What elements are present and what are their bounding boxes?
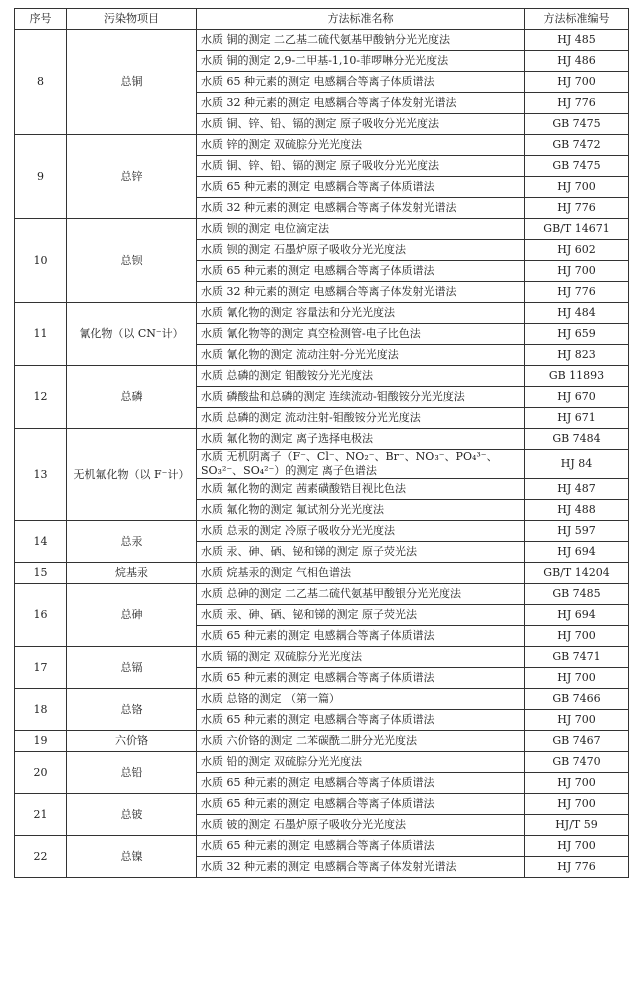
table-row xyxy=(15,219,629,240)
table-body xyxy=(15,30,629,878)
method-code-cell: HJ 700 xyxy=(525,626,629,647)
method-code-cell: GB 7475 xyxy=(525,114,629,135)
method-code-cell: HJ 484 xyxy=(525,303,629,324)
header-pollutant-item: 污染物项目 xyxy=(67,9,197,30)
method-name-cell: 水质 32 种元素的测定 电感耦合等离子体发射光谱法 xyxy=(197,857,525,878)
serial-number-cell: 18 xyxy=(15,689,67,731)
pollutant-item-cell: 总镍 xyxy=(67,836,197,878)
table-row xyxy=(15,647,629,668)
serial-number-cell: 14 xyxy=(15,521,67,563)
method-code-cell: GB 7471 xyxy=(525,647,629,668)
method-code-cell: HJ 671 xyxy=(525,408,629,429)
method-code-cell: HJ 776 xyxy=(525,93,629,114)
method-code-cell: HJ 487 xyxy=(525,479,629,500)
pollutant-item-cell: 总铜 xyxy=(67,30,197,135)
method-name-cell: 水质 铜的测定 二乙基二硫代氨基甲酸钠分光光度法 xyxy=(197,30,525,51)
pollutant-item-cell: 总铬 xyxy=(67,689,197,731)
pollutant-item-cell: 总磷 xyxy=(67,366,197,429)
method-code-cell: GB 7467 xyxy=(525,731,629,752)
method-name-cell: 水质 总汞的测定 冷原子吸收分光光度法 xyxy=(197,521,525,542)
method-code-cell: HJ 488 xyxy=(525,500,629,521)
pollutant-item-cell: 总铍 xyxy=(67,794,197,836)
method-code-cell: HJ 700 xyxy=(525,773,629,794)
method-name-cell: 水质 氟化物的测定 茜素磺酸锆目视比色法 xyxy=(197,479,525,500)
method-code-cell: HJ/T 59 xyxy=(525,815,629,836)
method-name-cell: 水质 烷基汞的测定 气相色谱法 xyxy=(197,563,525,584)
table-row xyxy=(15,752,629,773)
table-row xyxy=(15,689,629,710)
table-row xyxy=(15,429,629,450)
pollutant-item-cell: 烷基汞 xyxy=(67,563,197,584)
method-code-cell: GB 7485 xyxy=(525,584,629,605)
serial-number-cell: 20 xyxy=(15,752,67,794)
table-row xyxy=(15,366,629,387)
header-method-name: 方法标准名称 xyxy=(197,9,525,30)
method-code-cell: HJ 486 xyxy=(525,51,629,72)
method-name-cell: 水质 65 种元素的测定 电感耦合等离子体质谱法 xyxy=(197,668,525,689)
serial-number-cell: 19 xyxy=(15,731,67,752)
method-name-cell: 水质 镉的测定 双硫腙分光光度法 xyxy=(197,647,525,668)
method-code-cell: HJ 700 xyxy=(525,710,629,731)
method-code-cell: HJ 700 xyxy=(525,72,629,93)
pollutant-item-cell: 总砷 xyxy=(67,584,197,647)
table-row xyxy=(15,836,629,857)
method-code-cell: GB 7484 xyxy=(525,429,629,450)
method-name-cell: 水质 总铬的测定 （第一篇） xyxy=(197,689,525,710)
method-name-cell: 水质 无机阴离子（F⁻、Cl⁻、NO₂⁻、Br⁻、NO₃⁻、PO₄³⁻、SO₃²⁻、SO₄²⁻）的测定 离子色谱法 xyxy=(197,450,525,479)
method-name-cell: 水质 65 种元素的测定 电感耦合等离子体质谱法 xyxy=(197,710,525,731)
pollutant-item-cell: 总钡 xyxy=(67,219,197,303)
standards-table xyxy=(14,8,629,878)
method-name-cell: 水质 磷酸盐和总磷的测定 连续流动-钼酸铵分光光度法 xyxy=(197,387,525,408)
method-name-cell: 水质 32 种元素的测定 电感耦合等离子体发射光谱法 xyxy=(197,93,525,114)
table-row xyxy=(15,584,629,605)
method-code-cell: HJ 602 xyxy=(525,240,629,261)
method-code-cell: GB 7470 xyxy=(525,752,629,773)
method-name-cell: 水质 总砷的测定 二乙基二硫代氨基甲酸银分光光度法 xyxy=(197,584,525,605)
pollutant-item-cell: 无机氟化物（以 F⁻计） xyxy=(67,429,197,521)
table-row xyxy=(15,30,629,51)
serial-number-cell: 15 xyxy=(15,563,67,584)
serial-number-cell: 12 xyxy=(15,366,67,429)
table-row xyxy=(15,563,629,584)
method-name-cell: 水质 65 种元素的测定 电感耦合等离子体质谱法 xyxy=(197,794,525,815)
method-code-cell: GB/T 14204 xyxy=(525,563,629,584)
method-name-cell: 水质 钡的测定 石墨炉原子吸收分光光度法 xyxy=(197,240,525,261)
method-code-cell: HJ 700 xyxy=(525,794,629,815)
method-name-cell: 水质 总磷的测定 流动注射-钼酸铵分光光度法 xyxy=(197,408,525,429)
method-code-cell: GB 7472 xyxy=(525,135,629,156)
serial-number-cell: 9 xyxy=(15,135,67,219)
method-name-cell: 水质 钡的测定 电位滴定法 xyxy=(197,219,525,240)
method-code-cell: HJ 659 xyxy=(525,324,629,345)
table-row xyxy=(15,303,629,324)
method-name-cell: 水质 氰化物等的测定 真空检测管-电子比色法 xyxy=(197,324,525,345)
method-code-cell: GB/T 14671 xyxy=(525,219,629,240)
header-serial-number: 序号 xyxy=(15,9,67,30)
standards-document xyxy=(14,8,628,878)
serial-number-cell: 13 xyxy=(15,429,67,521)
method-name-cell: 水质 铜的测定 2,9-二甲基-1,10-菲啰啉分光光度法 xyxy=(197,51,525,72)
method-code-cell: HJ 776 xyxy=(525,857,629,878)
table-row xyxy=(15,521,629,542)
serial-number-cell: 11 xyxy=(15,303,67,366)
method-code-cell: GB 11893 xyxy=(525,366,629,387)
pollutant-item-cell: 六价铬 xyxy=(67,731,197,752)
method-code-cell: HJ 823 xyxy=(525,345,629,366)
pollutant-item-cell: 总镉 xyxy=(67,647,197,689)
method-name-cell: 水质 汞、砷、硒、铋和锑的测定 原子荧光法 xyxy=(197,605,525,626)
method-name-cell: 水质 铜、锌、铅、镉的测定 原子吸收分光光度法 xyxy=(197,114,525,135)
method-name-cell: 水质 六价铬的测定 二苯碳酰二肼分光光度法 xyxy=(197,731,525,752)
method-name-cell: 水质 铅的测定 双硫腙分光光度法 xyxy=(197,752,525,773)
serial-number-cell: 21 xyxy=(15,794,67,836)
serial-number-cell: 17 xyxy=(15,647,67,689)
method-code-cell: HJ 670 xyxy=(525,387,629,408)
method-name-cell: 水质 氟化物的测定 氟试剂分光光度法 xyxy=(197,500,525,521)
pollutant-item-cell: 总汞 xyxy=(67,521,197,563)
method-name-cell: 水质 氰化物的测定 容量法和分光光度法 xyxy=(197,303,525,324)
method-name-cell: 水质 65 种元素的测定 电感耦合等离子体质谱法 xyxy=(197,72,525,93)
method-code-cell: HJ 84 xyxy=(525,450,629,479)
table-row xyxy=(15,731,629,752)
method-name-cell: 水质 铍的测定 石墨炉原子吸收分光光度法 xyxy=(197,815,525,836)
method-code-cell: HJ 700 xyxy=(525,177,629,198)
method-name-cell: 水质 总磷的测定 钼酸铵分光光度法 xyxy=(197,366,525,387)
method-name-cell: 水质 65 种元素的测定 电感耦合等离子体质谱法 xyxy=(197,836,525,857)
method-name-cell: 水质 65 种元素的测定 电感耦合等离子体质谱法 xyxy=(197,177,525,198)
pollutant-item-cell: 氰化物（以 CN⁻计） xyxy=(67,303,197,366)
method-code-cell: GB 7466 xyxy=(525,689,629,710)
method-code-cell: HJ 776 xyxy=(525,198,629,219)
table-header-row xyxy=(15,9,629,30)
serial-number-cell: 8 xyxy=(15,30,67,135)
method-name-cell: 水质 32 种元素的测定 电感耦合等离子体发射光谱法 xyxy=(197,198,525,219)
method-name-cell: 水质 65 种元素的测定 电感耦合等离子体质谱法 xyxy=(197,773,525,794)
method-name-cell: 水质 氰化物的测定 流动注射-分光光度法 xyxy=(197,345,525,366)
method-code-cell: HJ 694 xyxy=(525,605,629,626)
method-code-cell: GB 7475 xyxy=(525,156,629,177)
method-name-cell: 水质 铜、锌、铅、镉的测定 原子吸收分光光度法 xyxy=(197,156,525,177)
table-row xyxy=(15,135,629,156)
method-name-cell: 水质 32 种元素的测定 电感耦合等离子体发射光谱法 xyxy=(197,282,525,303)
serial-number-cell: 16 xyxy=(15,584,67,647)
pollutant-item-cell: 总锌 xyxy=(67,135,197,219)
method-name-cell: 水质 65 种元素的测定 电感耦合等离子体质谱法 xyxy=(197,261,525,282)
method-name-cell: 水质 65 种元素的测定 电感耦合等离子体质谱法 xyxy=(197,626,525,647)
method-code-cell: HJ 485 xyxy=(525,30,629,51)
method-code-cell: HJ 597 xyxy=(525,521,629,542)
method-code-cell: HJ 776 xyxy=(525,282,629,303)
method-name-cell: 水质 锌的测定 双硫腙分光光度法 xyxy=(197,135,525,156)
pollutant-item-cell: 总铅 xyxy=(67,752,197,794)
method-code-cell: HJ 700 xyxy=(525,836,629,857)
serial-number-cell: 10 xyxy=(15,219,67,303)
method-code-cell: HJ 700 xyxy=(525,261,629,282)
table-row xyxy=(15,794,629,815)
method-name-cell: 水质 汞、砷、硒、铋和锑的测定 原子荧光法 xyxy=(197,542,525,563)
method-name-cell: 水质 氟化物的测定 离子选择电极法 xyxy=(197,429,525,450)
serial-number-cell: 22 xyxy=(15,836,67,878)
header-method-code: 方法标准编号 xyxy=(525,9,629,30)
method-code-cell: HJ 700 xyxy=(525,668,629,689)
method-code-cell: HJ 694 xyxy=(525,542,629,563)
